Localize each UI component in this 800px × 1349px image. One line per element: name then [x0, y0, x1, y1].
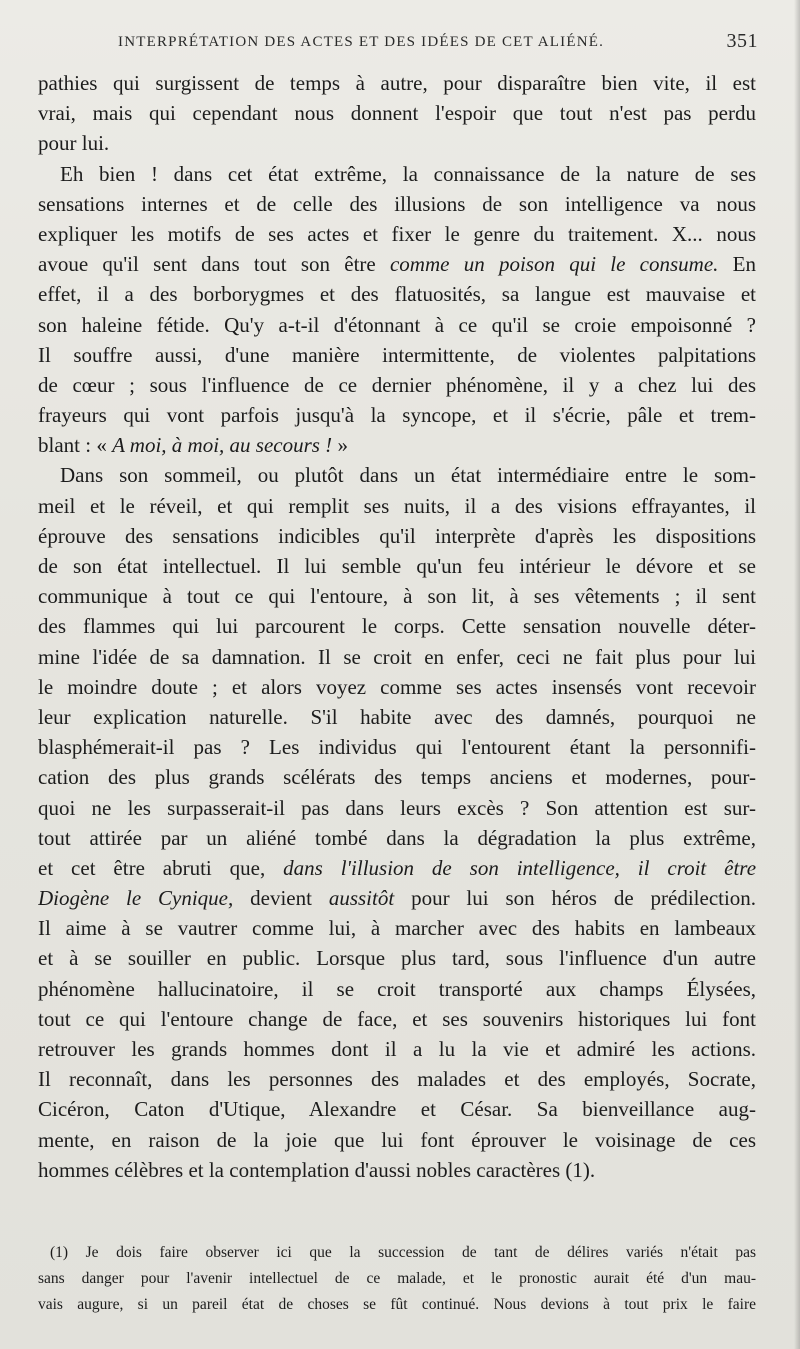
text-line: le moindre doute ; et alors voyez comme ses actes insensés vont recevoir — [38, 674, 756, 699]
italic-phrase: comme un poison qui le consume. — [389, 252, 719, 277]
text-line: quoi ne les surpasserait-il pas dans leurs excès ? Son attention est sur- — [38, 795, 756, 820]
text-line: effet, il a des borborygmes et des flatuosités, sa langue est mauvaise et — [38, 282, 756, 307]
running-head — [38, 30, 758, 60]
text-line — [38, 883, 756, 913]
text-segment: En — [732, 252, 756, 277]
footnote-line: vais augure, si un pareil état de choses se fût continué. Nous devions à tout prix le faire — [38, 1296, 756, 1313]
text-line: de son état intellectuel. Il lui semble qu'un feu intérieur le dévore et se — [38, 554, 756, 578]
body-text — [38, 68, 756, 1185]
text-line: Il reconnaît, dans les personnes des malades et des employés, Socrate, — [38, 1067, 756, 1092]
text-segment: devient — [250, 886, 312, 911]
page-edge-shadow — [794, 0, 800, 1349]
text-line: phénomène hallucinatoire, il se croit transporté aux champs Élysées, — [38, 976, 756, 1001]
text-line — [38, 430, 756, 460]
text-segment: » — [337, 433, 348, 458]
text-line: mine l'idée de sa damnation. Il se croit en enfer, ceci ne fait plus pour lui — [38, 644, 756, 669]
text-segment: et cet être abruti que, — [38, 855, 266, 880]
page-number: 351 — [726, 30, 758, 52]
text-line: vrai, mais qui cependant nous donnent l'espoir que tout n'est pas perdu — [38, 101, 756, 126]
text-line: leur explication naturelle. S'il habite avec des damnés, pourquoi ne — [38, 704, 756, 729]
text-segment: blant : « — [38, 433, 107, 458]
text-line: Il souffre aussi, d'une manière intermittente, de violentes palpitations — [38, 342, 756, 367]
italic-phrase: aussitôt — [328, 886, 395, 911]
text-line: retrouver les grands hommes dont il a lu la vie et admiré les actions. — [38, 1037, 756, 1061]
text-line: pathies qui surgissent de temps à autre, pour disparaître bien vite, il est — [38, 71, 756, 95]
text-line: et à se souiller en public. Lorsque plus tard, sous l'influence d'un autre — [38, 946, 756, 971]
text-segment: avoue qu'il sent dans tout son être — [38, 252, 376, 277]
footnote-line: sans danger pour l'avenir intellectuel de ce malade, et le pronostic aurait été d'un mau- — [38, 1270, 756, 1287]
footnote-line: (1) Je dois faire observer ici que la succession de tant de délires variés n'était pas — [50, 1244, 756, 1261]
text-line — [38, 853, 756, 883]
text-line: blasphémerait-il pas ? Les individus qui l'entourent étant la personnifi- — [38, 735, 756, 760]
text-line: éprouve des sensations indicibles qu'il interprète d'après les dispositions — [38, 523, 756, 548]
text-line: cation des plus grands scélérats des temps anciens et modernes, pour- — [38, 765, 756, 790]
text-line: Dans son sommeil, ou plutôt dans un état intermédiaire entre le som- — [60, 463, 756, 488]
text-line: communique à tout ce qui l'entoure, à son lit, à ses vêtements ; il sent — [38, 584, 756, 609]
italic-phrase: A moi, à moi, au secours ! — [112, 433, 333, 458]
text-line: meil et le réveil, et qui remplit ses nuits, il a des visions effrayantes, il — [38, 493, 756, 518]
text-line: expliquer les motifs de ses actes et fixer le genre du traitement. X... nous — [38, 221, 756, 246]
text-line: tout attirée par un aliéné tombé dans la dégradation la plus extrême, — [38, 825, 756, 850]
text-line: hommes célèbres et la contemplation d'aussi nobles caractères (1). — [38, 1157, 596, 1182]
text-line: mente, en raison de la joie que lui font éprouver le voisinage de ces — [38, 1127, 756, 1152]
running-head-title: INTERPRÉTATION DES ACTES ET DES IDÉES DE CET ALIÉNÉ. — [118, 34, 605, 50]
text-line: Cicéron, Caton d'Utique, Alexandre et César. Sa bienveillance aug- — [38, 1097, 756, 1122]
text-segment: pour lui son héros de prédilection. — [411, 886, 756, 911]
text-line: des flammes qui lui parcourent le corps. Cette sensation nouvelle déter- — [38, 614, 756, 639]
text-line: de cœur ; sous l'influence de ce dernier phénomène, il y a chez lui des — [38, 372, 756, 397]
text-line — [38, 249, 756, 279]
text-line: son haleine fétide. Qu'y a-t-il d'étonnant à ce qu'il se croie empoisonné ? — [38, 312, 756, 337]
text-line: Il aime à se vautrer comme lui, à marcher avec des habits en lambeaux — [38, 916, 756, 941]
text-line: sensations internes et de celle des illusions de son intelligence va nous — [38, 191, 756, 216]
footnote — [38, 1240, 756, 1318]
italic-phrase: dans l'illusion de son intelligence, il croit être — [283, 855, 756, 880]
text-line: Eh bien ! dans cet état extrême, la connaissance de la nature de ses — [60, 161, 756, 186]
italic-phrase: Diogène le Cynique, — [38, 886, 234, 911]
text-line: frayeurs qui vont parfois jusqu'à la syncope, et il s'écrie, pâle et trem- — [38, 403, 756, 428]
text-line: tout ce qui l'entoure change de face, et ses souvenirs historiques lui font — [38, 1006, 756, 1031]
text-line: pour lui. — [38, 131, 110, 156]
